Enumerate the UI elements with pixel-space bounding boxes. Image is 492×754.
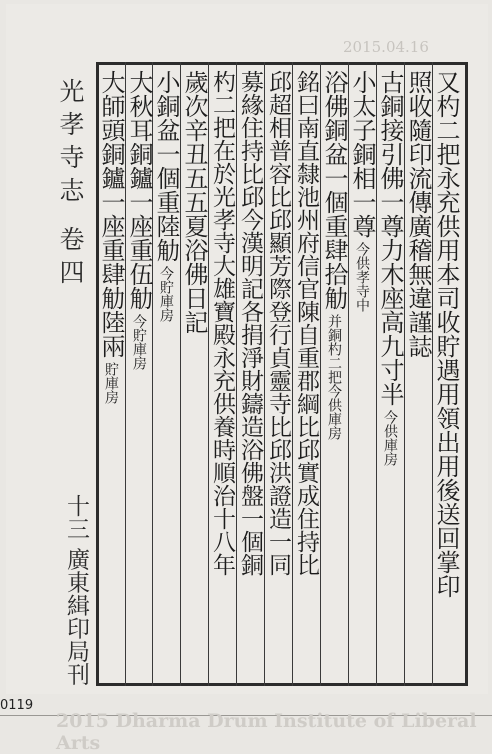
page-number: 0119 [0,698,34,713]
margin-publisher: 十三 廣東緝印局刊 [63,494,89,686]
text-column-12: 大秋耳銅鑪一座重伍觔今貯庫房 [125,70,153,370]
text-column-2: 照收隨印流傳廣稽無違謹誌 [404,70,432,358]
column-note: 貯庫房 [103,362,119,404]
text-column-9: 杓二把在於光孝寺大雄寶殿永充供養時順治十八年 [209,70,235,576]
watermark-date: 2015.04.16 [343,38,429,56]
column-note: 今貯庫房 [158,266,174,322]
column-note: 今貯庫房 [131,314,147,370]
text-column-4: 小太子銅相一尊今供孝寺中 [348,70,376,312]
column-note: 今供庫房 [382,410,398,466]
footer-watermark: 2015 Dharma Drum Institute of Liberal Arts [56,710,477,754]
column-note: 并銅杓二把今供庫房 [326,314,342,440]
text-column-1: 又杓二把永充供用本司收貯遇用領出用後送回掌印 [432,70,460,598]
text-column-3: 古銅接引佛一尊力木座高九寸半今供庫房 [376,70,404,466]
margin-title: 光孝寺志 卷四 [56,78,85,292]
text-column-13: 大師頭銅鑪一座重肆觔陸兩貯庫房 [97,70,125,404]
text-column-10: 歲次辛丑五五夏浴佛日記 [180,70,208,334]
text-column-8: 募緣住持比邱今漢明記各捐淨財鑄造浴佛盤一個銅 [237,70,263,576]
text-column-6: 銘曰南直隸池州府信官陳自重郡綱比邱實成住持比 [293,70,319,576]
text-column-5: 浴佛銅盆一個重肆拾觔并銅杓二把今供庫房 [320,70,348,440]
text-column-7: 邱超相普容比邱顯芳際登行貞靈寺比邱洪證造一同 [265,70,291,576]
text-column-11: 小銅盆一個重陸觔今貯庫房 [152,70,180,322]
column-note: 今供孝寺中 [354,242,370,312]
